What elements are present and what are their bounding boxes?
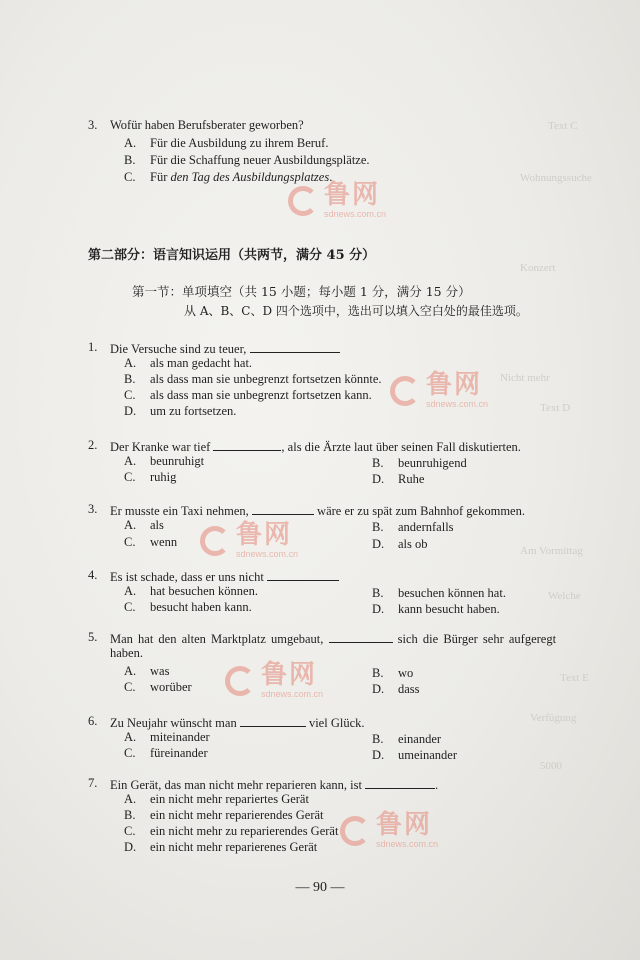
option-d: D. kann besucht haben. (372, 602, 500, 616)
watermark (340, 812, 438, 849)
show-through-text: Text D (540, 402, 571, 414)
show-through-text: Am Vormittag (520, 545, 583, 557)
option-d: D. ein nicht mehr reparierenes Gerät (124, 840, 318, 854)
option-a: A. als man gedacht hat. (124, 356, 253, 370)
question-text: Ein Gerät, das man nicht mehr reparieren kann, ist . (110, 778, 439, 792)
option-c: C. ein nicht mehr zu reparierendes Gerät (124, 824, 339, 838)
option-a: A. hat besuchen können. (124, 584, 258, 598)
option-b: B. Für die Schaffung neuer Ausbildungsplätze. (124, 153, 370, 167)
question-text: Wofür haben Berufsberater geworben? (110, 118, 304, 132)
answer-blank (267, 568, 339, 581)
watermark-brand: 鲁网 (236, 520, 293, 550)
question-number: 1. (88, 340, 98, 354)
option-d: D. um zu fortsetzen. (124, 404, 237, 418)
option-b: B. einander (372, 732, 442, 746)
watermark-site: sdnews.com.cn (261, 689, 324, 699)
question-number: 4. (88, 568, 98, 582)
option-b: B. andernfalls (372, 520, 454, 534)
question-number: 7. (88, 776, 98, 790)
question-text: Die Versuche sind zu teuer, (110, 340, 340, 357)
answer-blank (250, 340, 340, 353)
question-number: 6. (88, 714, 98, 728)
option-b: B. besuchen können hat. (372, 586, 506, 600)
option-c: C. füreinander (124, 746, 208, 760)
option-a: A. miteinander (124, 730, 210, 744)
watermark-brand: 鲁网 (376, 810, 433, 840)
option-a: A. ein nicht mehr repariertes Gerät (124, 792, 309, 806)
question-text: Er musste ein Taxi nehmen, wäre er zu spät zum Bahnhof gekommen. (110, 504, 525, 518)
option-d: D. dass (372, 682, 420, 696)
option-c: C. als dass man sie unbegrenzt fortsetzen kann. (124, 388, 372, 402)
answer-blank (252, 502, 314, 515)
show-through-text: 5000 (540, 760, 562, 772)
option-a: A. beunruhigt (124, 454, 205, 468)
option-d: D. umeinander (372, 748, 458, 762)
watermark-brand: 鲁网 (324, 180, 381, 210)
option-b: B. wo (372, 666, 414, 680)
option-a: A. Für die Ausbildung zu ihrem Beruf. (124, 136, 329, 150)
question-number: 5. (88, 630, 98, 644)
option-c: C. ruhig (124, 470, 177, 484)
question-number: 3. (88, 502, 98, 516)
question-text: Der Kranke war tief , als die Ärzte laut über seinen Fall diskutierten. (110, 440, 521, 454)
instruction-text: 从 A、B、C、D 四个选项中，选出可以填入空白处的最佳选项。 (184, 304, 528, 318)
answer-blank (240, 714, 306, 727)
answer-blank (329, 630, 393, 643)
watermark-brand: 鲁网 (261, 660, 318, 690)
option-d: D. als ob (372, 537, 428, 551)
option-d: D. Ruhe (372, 472, 425, 486)
section-title: 第二部分：语言知识运用（共两节，满分 45 分） (88, 248, 376, 263)
option-a: A. als (124, 518, 164, 532)
watermark (225, 662, 323, 699)
option-c: C. besucht haben kann. (124, 600, 252, 614)
option-c: C. Für den Tag des Ausbildungsplatzes. (124, 170, 333, 184)
option-b: B. ein nicht mehr reparierendes Gerät (124, 808, 324, 822)
watermark-logo-icon (288, 186, 318, 216)
watermark (288, 182, 386, 219)
show-through-text: Text C (548, 120, 578, 132)
show-through-text: Konzert (520, 262, 556, 274)
watermark-site: sdnews.com.cn (324, 209, 387, 219)
watermark (390, 372, 488, 409)
option-c: C. wenn (124, 535, 178, 549)
answer-blank (213, 438, 281, 451)
question-text: Es ist schade, dass er uns nicht (110, 568, 339, 585)
watermark-logo-icon (390, 376, 420, 406)
show-through-text: Nicht mehr (500, 372, 550, 384)
watermark-logo-icon (200, 526, 230, 556)
watermark-site: sdnews.com.cn (426, 399, 489, 409)
watermark-site: sdnews.com.cn (236, 549, 299, 559)
show-through-text: Verfügung (530, 712, 577, 724)
watermark (200, 522, 298, 559)
option-c: C. worüber (124, 680, 192, 694)
question-text-line2: haben. (110, 646, 143, 660)
watermark-logo-icon (225, 666, 255, 696)
show-through-text: Text E (560, 672, 589, 684)
question-text: Zu Neujahr wünscht man viel Glück. (110, 716, 365, 730)
option-b: B. beunruhigend (372, 456, 467, 470)
part-title: 第一节：单项填空（共 15 小题；每小题 1 分，满分 15 分） (132, 284, 471, 299)
page-number: — 90 — (295, 880, 345, 895)
watermark-site: sdnews.com.cn (376, 839, 439, 849)
show-through-text: Wohnungssuche (520, 172, 592, 184)
show-through-text: Welche (548, 590, 581, 602)
watermark-brand: 鲁网 (426, 370, 483, 400)
watermark-logo-icon (340, 816, 370, 846)
answer-blank (365, 776, 435, 789)
question-number: 2. (88, 438, 98, 452)
question-number: 3. (88, 118, 98, 132)
option-a: A. was (124, 664, 170, 678)
option-b: B. als dass man sie unbegrenzt fortsetzen könnte. (124, 372, 382, 386)
question-text: Man hat den alten Marktplatz umgebaut, sich die Bürger sehr aufgeregt (110, 632, 557, 646)
